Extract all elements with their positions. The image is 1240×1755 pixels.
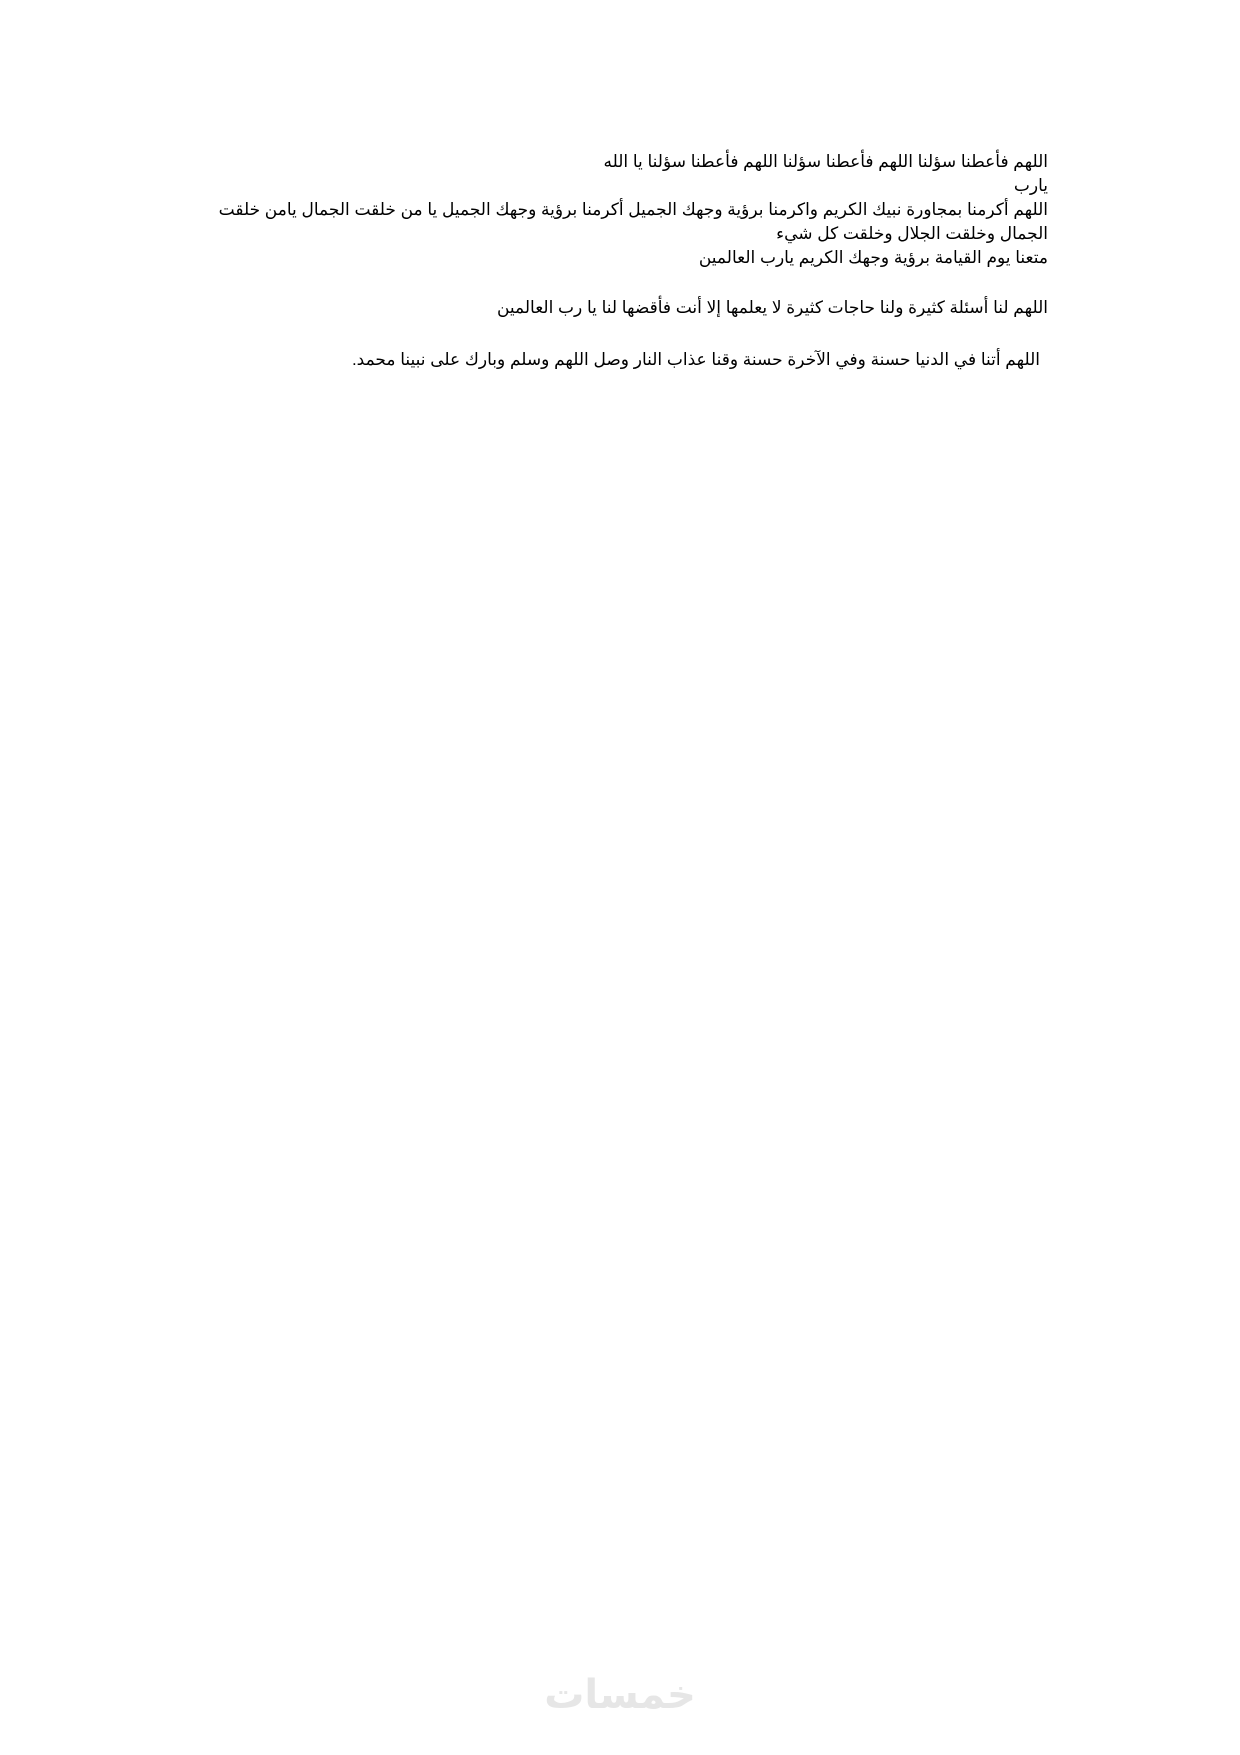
prayer-line-3: اللهم أكرمنا بمجاورة نبيك الكريم واكرمنا برؤية وجهك الجميل أكرمنا برؤية وجهك الجميل يا من خلقت الجمال يامن خلقت الجمال وخلقت الجلال وخلقت كل شيء: [218, 200, 1048, 243]
prayer-line-1: اللهم فأعطنا سؤلنا اللهم فأعطنا سؤلنا اللهم فأعطنا سؤلنا يا الله: [603, 152, 1048, 171]
prayer-line-5: اللهم لنا أسئلة كثيرة ولنا حاجات كثيرة لا يعلمها إلا أنت فأقضها لنا يا رب العالمين: [496, 298, 1048, 317]
watermark-logo: خمسات: [544, 1672, 696, 1718]
prayer-line-2: يارب: [1013, 176, 1048, 195]
document-body: [210, 150, 1048, 372]
prayer-line-4: متعنا يوم القيامة برؤية وجهك الكريم يارب العالمين: [698, 248, 1048, 267]
prayer-line-6: اللهم أتنا في الدنيا حسنة وفي الآخرة حسنة وقنا عذاب النار وصل اللهم وسلم وبارك على نبينا محمد.: [351, 350, 1040, 369]
